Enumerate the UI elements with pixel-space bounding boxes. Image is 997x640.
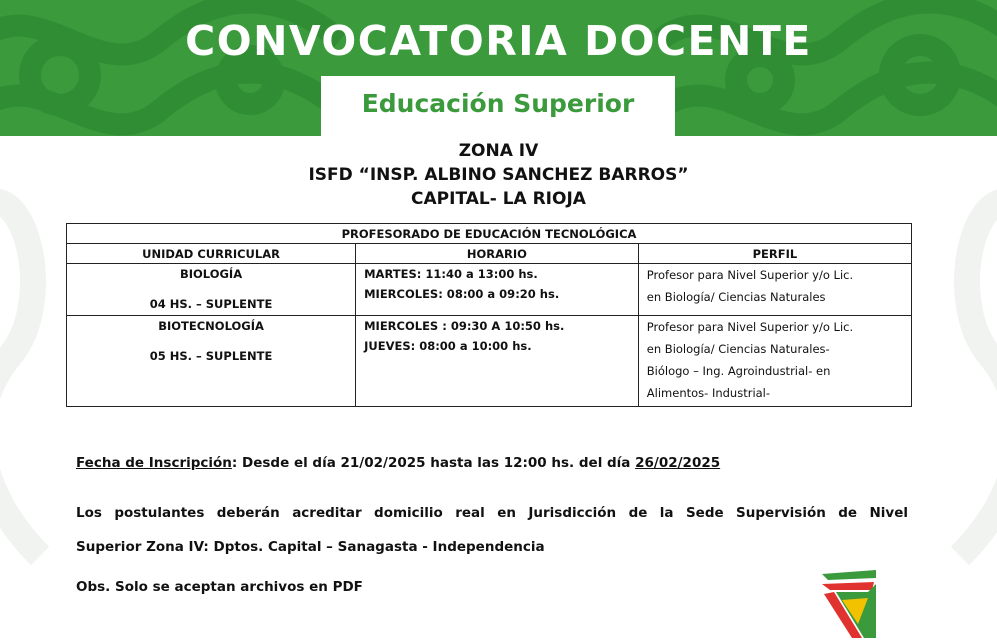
column-header: PERFIL <box>638 244 911 264</box>
subtitle-box <box>321 76 675 136</box>
subject-hours: 05 HS. – SUPLENTE <box>149 349 273 363</box>
column-header: HORARIO <box>356 244 639 264</box>
schedule-cell <box>356 264 639 316</box>
subject-hours: 04 HS. – SUPLENTE <box>149 297 273 311</box>
program-header: PROFESORADO DE EDUCACIÓN TECNOLÓGICA <box>67 224 912 244</box>
observation-text: Obs. Solo se aceptan archivos en PDF <box>76 579 363 595</box>
la-rioja-logo-icon <box>818 568 880 640</box>
schedule-cell <box>356 316 639 407</box>
table-row <box>67 316 912 407</box>
table-row <box>67 264 912 316</box>
subject-name: BIOLOGÍA <box>179 267 243 281</box>
subject-name: BIOTECNOLOGÍA <box>158 319 264 333</box>
schedule-line: MARTES: 11:40 a 13:00 hs. <box>364 267 538 281</box>
subject-cell <box>67 316 356 407</box>
schedule-line: MIERCOLES : 09:30 A 10:50 hs. <box>364 319 565 333</box>
header-banner <box>0 0 997 136</box>
date-label: Fecha de Inscripción <box>76 455 232 471</box>
date-end: 26/02/2025 <box>635 455 721 471</box>
domicile-line-2: Superior Zona IV: Dptos. Capital – Sanagasta - Independencia <box>76 539 545 555</box>
domicile-line-1: Los postulantes deberán acreditar domicilio real en Jurisdicción de la Sede Supervisión de Nivel <box>76 505 908 521</box>
profile-cell <box>638 316 911 407</box>
location-heading: CAPITAL- LA RIOJA <box>411 189 586 209</box>
subject-cell <box>67 264 356 316</box>
page-subtitle: Educación Superior <box>361 89 635 118</box>
registration-date <box>76 455 720 471</box>
date-text: : Desde el día 21/02/2025 hasta las 12:00 hs. del día <box>231 455 636 471</box>
profile-line: Biólogo – Ing. Agroindustrial- en <box>646 364 831 378</box>
profile-line: Profesor para Nivel Superior y/o Lic. <box>646 268 854 282</box>
profile-line: Alimentos- Industrial- <box>646 386 771 400</box>
positions-table <box>66 223 912 407</box>
page-title: CONVOCATORIA DOCENTE <box>185 17 812 65</box>
profile-cell <box>638 264 911 316</box>
zone-heading: ZONA IV <box>458 141 539 161</box>
institute-heading: ISFD “INSP. ALBINO SANCHEZ BARROS” <box>308 165 689 185</box>
profile-line: Profesor para Nivel Superior y/o Lic. <box>646 320 854 334</box>
column-header: UNIDAD CURRICULAR <box>67 244 356 264</box>
schedule-line: MIERCOLES: 08:00 a 09:20 hs. <box>364 287 560 301</box>
profile-line: en Biología/ Ciencias Naturales <box>646 290 826 304</box>
profile-line: en Biología/ Ciencias Naturales- <box>646 342 830 356</box>
schedule-line: JUEVES: 08:00 a 10:00 hs. <box>364 339 532 353</box>
